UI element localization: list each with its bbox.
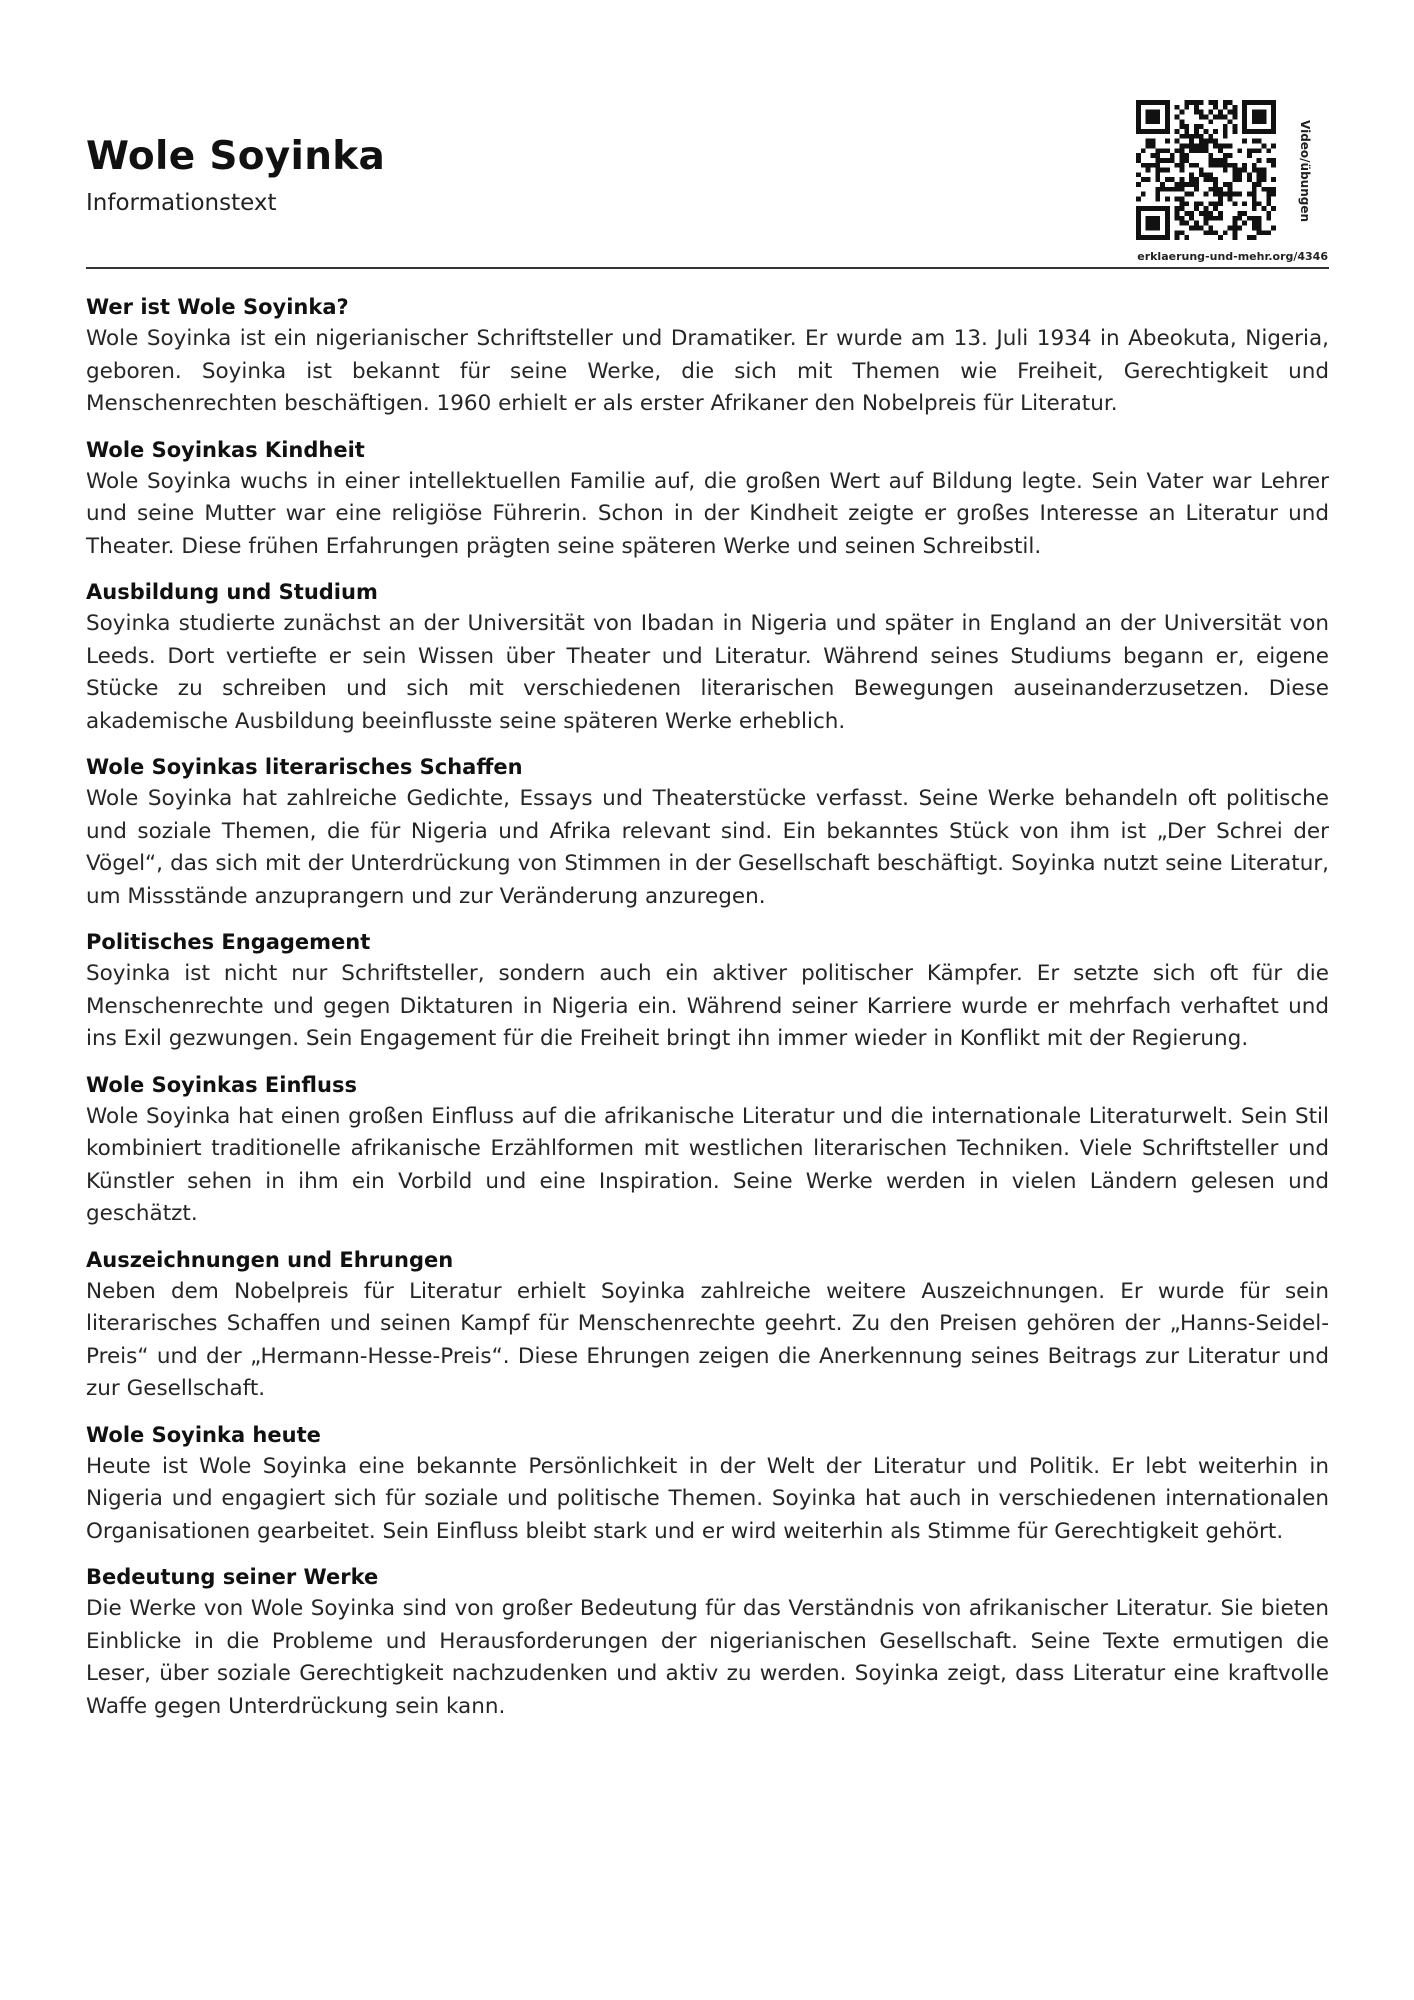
- section-heading: Wole Soyinkas Kindheit: [86, 437, 365, 462]
- page-header: [86, 0, 1328, 268]
- section: [86, 1070, 1329, 1231]
- section: [86, 1562, 1329, 1723]
- section-text: Soyinka studierte zunächst an der Universität von Ibadan in Nigeria und später in England an der Universität von Leeds. Dort vertiefte er sein Wissen über Theater und Literatur. Während seines Studiums begann er, eigene Stücke zu schreiben und sich mit verschiedenen literarischen Bewegungen auseinanderzusetzen. Diese akademische Ausbildung beeinflusste seine späteren Werke erheblich.: [86, 611, 1329, 734]
- section-heading: Ausbildung und Studium: [86, 580, 378, 604]
- section-heading: Wole Soyinkas literarisches Schaffen: [86, 755, 523, 779]
- page-title: Wole Soyinka: [86, 134, 386, 179]
- page-subtitle: Informationstext: [86, 190, 277, 216]
- section-text: Wole Soyinka ist ein nigerianischer Schriftsteller und Dramatiker. Er wurde am 13. Juli 1934 in Abeokuta, Nigeria, geboren. Soyinka ist bekannt für seine Werke, die sich mit Themen wie Freiheit, Gerechtigkeit und Menschenrechten beschäftigen. 1960 erhielt er als erster Afrikaner den Nobelpreis für Literatur.: [86, 326, 1329, 416]
- section-heading: Wole Soyinka heute: [86, 1422, 321, 1447]
- header-divider: [86, 267, 1329, 269]
- article-body: [86, 292, 1329, 1737]
- section-text: Die Werke von Wole Soyinka sind von großer Bedeutung für das Verständnis von afrikanischer Literatur. Sie bieten Einblicke in die Probleme und Herausforderungen der nigerianischen Gesellschaft. Seine Texte ermutigen die Leser, über soziale Gerechtigkeit nachzudenken und aktiv zu werden. Soyinka zeigt, dass Literatur eine kraftvolle Waffe gegen Unterdrückung sein kann.: [86, 1596, 1329, 1719]
- section: [86, 1420, 1329, 1549]
- section: [86, 752, 1329, 913]
- section-text: Wole Soyinka hat einen großen Einfluss auf die afrikanische Literatur und die internationale Literaturwelt. Sein Stil kombiniert traditionelle afrikanische Erzählformen mit westlichen literarischen Techniken. Viele Schriftsteller und Künstler sehen in ihm ein Vorbild und eine Inspiration. Seine Werke werden in vielen Ländern gelesen und geschätzt.: [86, 1103, 1329, 1226]
- source-url[interactable]: erklaerung-und-mehr.org/4346: [1137, 250, 1328, 263]
- section-text: Heute ist Wole Soyinka eine bekannte Persönlichkeit in der Welt der Literatur und Politik. Er lebt weiterhin in Nigeria und engagiert sich für soziale und politische Themen. Soyinka hat auch in verschiedenen internationalen Organisationen gearbeitet. Sein Einfluss bleibt stark und er wird weiterhin als Stimme für Gerechtigkeit gehört.: [86, 1453, 1329, 1544]
- section-text: Wole Soyinka hat zahlreiche Gedichte, Essays und Theaterstücke verfasst. Seine Werke behandeln oft politische und soziale Themen, die für Nigeria und Afrika relevant sind. Ein bekanntes Stück von ihm ist „Der Schrei der Vögel“, das sich mit der Unterdrückung von Stimmen in der Gesellschaft beschäftigt. Soyinka nutzt seine Literatur, um Missstände anzuprangern und zur Veränderung anzuregen.: [86, 786, 1329, 909]
- section: [86, 435, 1329, 564]
- section: [86, 1245, 1329, 1406]
- section-heading: Auszeichnungen und Ehrungen: [86, 1247, 454, 1272]
- section-heading: Politisches Engagement: [86, 930, 371, 954]
- qr-code-icon[interactable]: [1136, 100, 1276, 240]
- section: [86, 927, 1329, 1056]
- section-text: Wole Soyinka wuchs in einer intellektuellen Familie auf, die großen Wert auf Bildung legte. Sein Vater war Lehrer und seine Mutter war eine religiöse Führerin. Schon in der Kindheit zeigte er großes Interesse an Literatur und Theater. Diese frühen Erfahrungen prägten seine späteren Werke und seinen Schreibstil.: [86, 468, 1329, 559]
- section-heading: Wole Soyinkas Einfluss: [86, 1072, 357, 1097]
- section-text: Neben dem Nobelpreis für Literatur erhielt Soyinka zahlreiche weitere Auszeichnungen. Er wurde für sein literarisches Schaffen und seinen Kampf für Menschenrechte geehrt. Zu den Preisen gehören der „Hanns-Seidel-Preis“ und der „Hermann-Hesse-Preis“. Diese Ehrungen zeigen die Anerkennung seines Beitrags zur Literatur und zur Gesellschaft.: [86, 1278, 1329, 1401]
- section-heading: Wer ist Wole Soyinka?: [86, 295, 349, 319]
- section-heading: Bedeutung seiner Werke: [86, 1565, 379, 1589]
- section: [86, 577, 1329, 738]
- video-uebungen-label: Video/übungen: [1298, 120, 1312, 223]
- section-text: Soyinka ist nicht nur Schriftsteller, sondern auch ein aktiver politischer Kämpfer. Er setzte sich oft für die Menschenrechte und gegen Diktaturen in Nigeria ein. Während seiner Karriere wurde er mehrfach verhaftet und ins Exil gezwungen. Sein Engagement für die Freiheit bringt ihn immer wieder in Konflikt mit der Regierung.: [86, 961, 1329, 1051]
- section: [86, 292, 1329, 421]
